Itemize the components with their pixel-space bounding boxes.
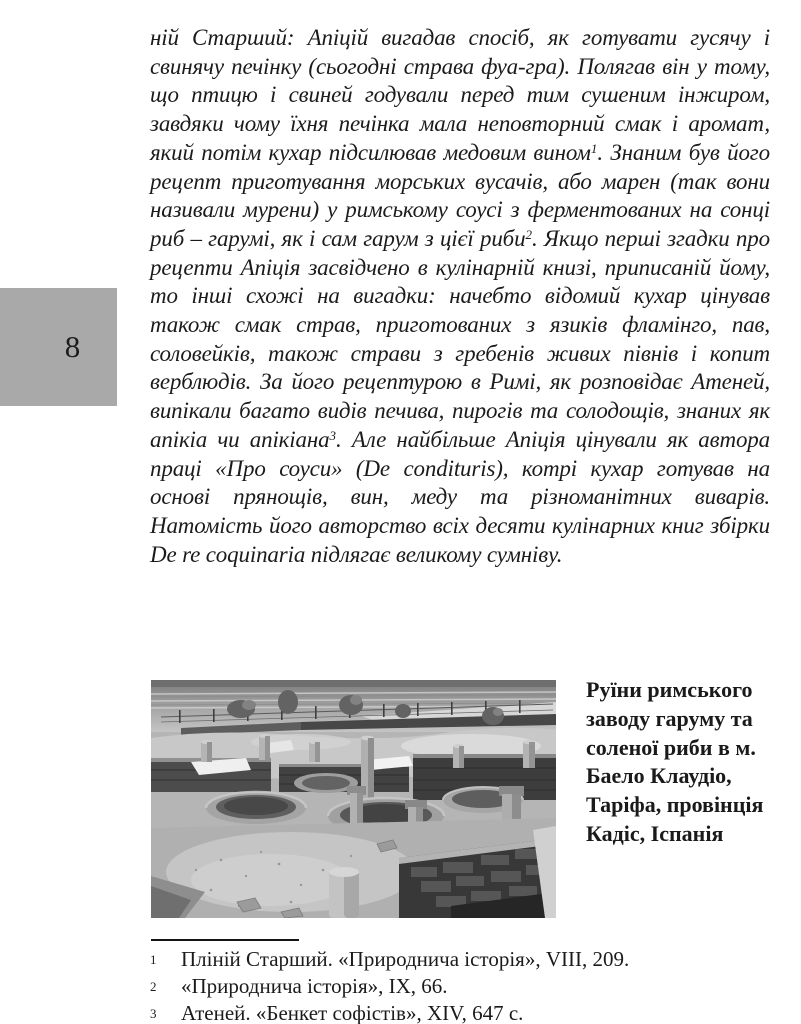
footnote-number: 2 xyxy=(150,979,157,994)
page-number: 8 xyxy=(64,329,81,364)
body-text-segment: . Але найбільше Апіція цінували як автора праці «Про соуси» (De condituris), котрі кухар готував на основі прянощів, вин, меду та різноманітних виварів. Натомість його авторство всіх десяти кулінарних книг збірки De re coquinaria підлягає великому сумніву. xyxy=(150,426,771,567)
footnote-marker-2: 2 xyxy=(525,226,532,242)
footnote-number: 1 xyxy=(150,952,157,967)
footnote-text: «Природнича історія», IX, 66. xyxy=(181,974,448,998)
page-number-box xyxy=(0,288,117,406)
body-text-segment: . Якщо перші згадки про рецепти Апіція засвідчено в кулінарній книзі, приписаній йому, то інші схожі на вигадки: начебто відомий кухар цінував також смак страв, приготованих з язиків фламінго, пав, соловейків, також страви з гребенів живих півнів і копит верблюдів. За його рецептурою в Римі, як розповідає Атеней, випікали багато видів печива, пирогів та солодощів, знаних як апікіа чи апікіана xyxy=(150,225,770,452)
footnote-item xyxy=(150,1000,782,1024)
body-paragraph xyxy=(150,24,770,569)
footnote-marker-1: 1 xyxy=(590,140,598,156)
footnote-item xyxy=(150,946,782,973)
ruins-photo-image xyxy=(151,680,556,918)
footnote-number: 3 xyxy=(150,1006,157,1021)
body-text-segment: . Знаним був його рецепт приготування морських вусачів, або марен (так вони називали мурени) у римському соусі з ферментованих на сонці риб – гарумі, як і сам гарум з цієї риби xyxy=(150,139,770,251)
footnote-separator xyxy=(151,939,299,941)
photo-caption: Руїни римського заводу гаруму та соленої риби в м. Баело Клаудіо, Таріфа, провінція Кадіс, Іспанія xyxy=(586,677,764,846)
footnote-text: Атеней. «Бенкет софістів», XIV, 647 с. xyxy=(181,1001,524,1024)
footnote-marker-3: 3 xyxy=(329,427,336,443)
footnote-text: Пліній Старший. «Природнича історія», VIII, 209. xyxy=(181,947,630,971)
body-text-segment: ній Старший: Апіцій вигадав спосіб, як готувати гусячу і свинячу печінку (сьогодні страва фуа-гра). Полягав він у тому, що птицю і свиней годували перед тим сушеним інжиром, завдяки чому їхня печінка мала неповторний смак і аромат, який потім кухар підсилював медовим вином xyxy=(150,25,770,165)
footnotes xyxy=(150,939,782,1024)
ruins-photo xyxy=(151,680,556,918)
footnote-item xyxy=(150,973,782,1000)
